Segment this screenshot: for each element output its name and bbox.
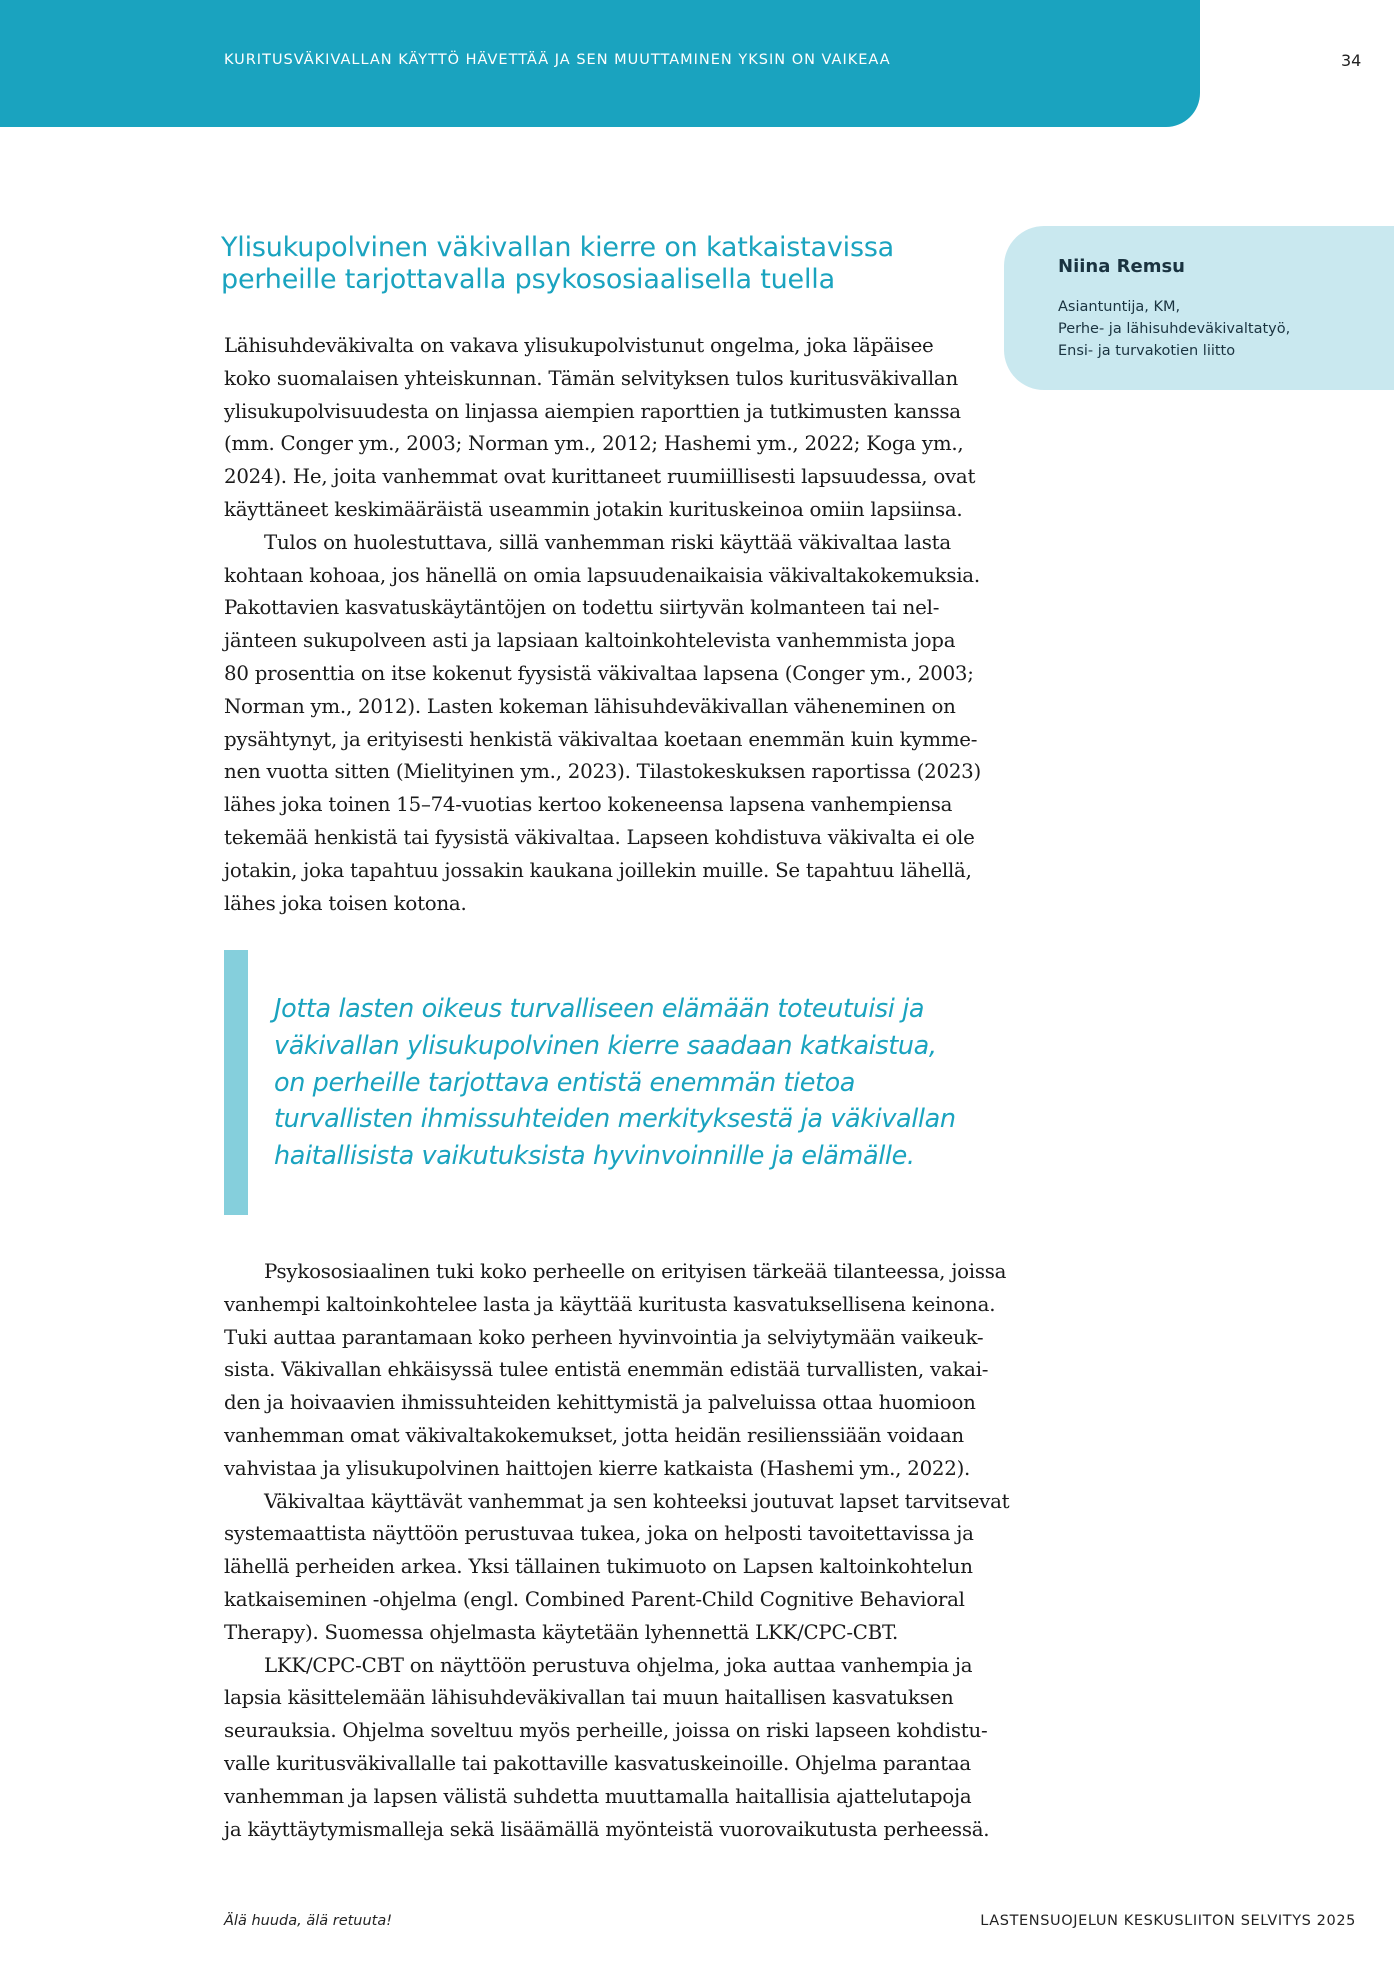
body-line: jotakin, joka tapahtuu jossakin kaukana joillekin muille. Se tapahtuu lähellä,: [224, 858, 972, 882]
body-line: koko suomalaisen yhteiskunnan. Tämän selvityksen tulos kuritusväkivallan: [224, 366, 958, 390]
body-line: jänteen sukupolveen asti ja lapsiaan kaltoinkohtelevista vanhemmista jopa: [224, 629, 956, 653]
body-line: Lähisuhdeväkivalta on vakava ylisukupolvistunut ongelma, joka läpäisee: [224, 334, 934, 357]
article-title-line: Ylisukupolvinen väkivallan kierre on katkaistavissa: [221, 232, 895, 263]
body-text-bottom: [224, 1256, 1010, 1846]
body-line: käyttäneet keskimääräistä useammin jotakin kurituskeinoa omiin lapsiinsa.: [224, 497, 963, 521]
body-line: Therapy). Suomessa ohjelmasta käytetään lyhennettä LKK/CPC-CBT.: [224, 1620, 899, 1644]
body-line: Pakottavien kasvatuskäytäntöjen on todettu siirtyvän kolmanteen tai nel-: [224, 596, 940, 620]
body-line: lähellä perheiden arkea. Yksi tällainen tukimuoto on Lapsen kaltoinkohtelun: [224, 1555, 973, 1579]
body-line: vanhemman ja lapsen välistä suhdetta muuttamalla haitallisia ajattelutapoja: [224, 1784, 972, 1808]
body-line: ja käyttäytymismalleja sekä lisäämällä myönteistä vuorovaikutusta perheessä.: [224, 1817, 990, 1841]
body-line: 80 prosenttia on itse kokenut fyysistä väkivaltaa lapsena (Conger ym., 2003;: [224, 661, 974, 685]
author-role: [1058, 296, 1290, 362]
body-line: kohtaan kohoaa, jos hänellä on omia lapsuudenaikaisia väkivaltakokemuksia.: [224, 563, 980, 587]
body-line: ylisukupolvisuudesta on linjassa aiempien raporttien ja tutkimusten kanssa: [224, 399, 961, 423]
body-line: katkaiseminen -ohjelma (engl. Combined Parent-Child Cognitive Behavioral: [224, 1587, 965, 1611]
body-line: lähes joka toisen kotona.: [224, 891, 467, 915]
page-number: 34: [1341, 51, 1362, 70]
author-role-line: Asiantuntija, KM,: [1058, 299, 1181, 315]
body-line: Norman ym., 2012). Lasten kokeman lähisuhdeväkivallan väheneminen on: [224, 694, 956, 718]
body-line: lähes joka toinen 15–74-vuotias kertoo kokeneensa lapsena vanhempiensa: [224, 793, 953, 817]
body-line: 2024). He, joita vanhemmat ovat kurittaneet ruumiillisesti lapsuudessa, ovat: [224, 465, 976, 489]
pull-quote-line: Jotta lasten oikeus turvalliseen elämään toteutuisi ja: [274, 994, 925, 1024]
body-line: Tuki auttaa parantamaan koko perheen hyvinvointia ja selviytymään vaikeuk-: [224, 1325, 984, 1349]
author-name: Niina Remsu: [1058, 256, 1185, 277]
body-line: Tulos on huolestuttava, sillä vanhemman riski käyttää väkivaltaa lasta: [264, 530, 951, 554]
body-text-top: [224, 330, 981, 920]
pull-quote-line: turvallisten ihmissuhteiden merkityksestä ja väkivallan: [274, 1104, 956, 1135]
body-line: systemaattista näyttöön perustuvaa tukea, joka on helposti tavoitettavissa ja: [224, 1522, 974, 1546]
pull-quote-line: väkivallan ylisukupolvinen kierre saadaan katkaistua,: [274, 1030, 937, 1061]
footer-publication-title: Älä huuda, älä retuuta!: [224, 1913, 393, 1929]
body-line: (mm. Conger ym., 2003; Norman ym., 2012; Hashemi ym., 2022; Koga ym.,: [224, 432, 964, 456]
body-line: Väkivaltaa käyttävät vanhemmat ja sen kohteeksi joutuvat lapset tarvitsevat: [264, 1489, 1010, 1513]
body-line: valle kuritusväkivallalle tai pakottaville kasvatuskeinoille. Ohjelma parantaa: [224, 1751, 971, 1775]
pull-quote: [274, 991, 974, 1175]
article-title: [221, 232, 981, 296]
author-card: [1004, 226, 1394, 390]
pull-quote-bar: [224, 950, 248, 1215]
body-line: pysähtynyt, ja erityisesti henkistä väkivaltaa koetaan enemmän kuin kymme-: [224, 727, 978, 751]
article-title-line: perheille tarjottavalla psykososiaalisella tuella: [221, 264, 835, 295]
body-line: sista. Väkivallan ehkäisyssä tulee entistä enemmän edistää turvallisten, vakai-: [224, 1358, 989, 1382]
author-role-line: Ensi- ja turvakotien liitto: [1058, 343, 1236, 359]
body-line: tekemää henkistä tai fyysistä väkivaltaa. Lapseen kohdistuva väkivalta ei ole: [224, 825, 975, 849]
body-line: LKK/CPC-CBT on näyttöön perustuva ohjelma, joka auttaa vanhempia ja: [264, 1653, 973, 1677]
body-line: lapsia käsittelemään lähisuhdeväkivallan tai muun haitallisen kasvatuksen: [224, 1686, 954, 1710]
body-line: Psykososiaalinen tuki koko perheelle on erityisen tärkeää tilanteessa, joissa: [264, 1260, 1007, 1283]
body-line: vahvistaa ja ylisukupolvinen haittojen kierre katkaista (Hashemi ym., 2022).: [224, 1456, 971, 1480]
running-header: KURITUSVÄKIVALLAN KÄYTTÖ HÄVETTÄÄ JA SEN MUUTTAMINEN YKSIN ON VAIKEAA: [224, 52, 891, 68]
pull-quote-line: haitallisista vaikutuksista hyvinvoinnille ja elämälle.: [274, 1141, 915, 1172]
body-line: den ja hoivaavien ihmissuhteiden kehittymistä ja palveluissa ottaa huomioon: [224, 1391, 976, 1415]
footer-series-title: LASTENSUOJELUN KESKUSLIITON SELVITYS 2025: [980, 1913, 1356, 1929]
body-line: nen vuotta sitten (Mielityinen ym., 2023). Tilastokeskuksen raportissa (2023): [224, 760, 981, 784]
pull-quote-line: on perheille tarjottava entistä enemmän tietoa: [274, 1067, 856, 1098]
body-line: vanhemman omat väkivaltakokemukset, jotta heidän resilienssiään voidaan: [224, 1423, 964, 1447]
author-role-line: Perhe- ja lähisuhdeväkivaltatyö,: [1058, 321, 1291, 337]
body-line: vanhempi kaltoinkohtelee lasta ja käyttää kuritusta kasvatuksellisena keinona.: [224, 1292, 996, 1316]
body-line: seurauksia. Ohjelma soveltuu myös perheille, joissa on riski lapseen kohdistu-: [224, 1719, 988, 1743]
